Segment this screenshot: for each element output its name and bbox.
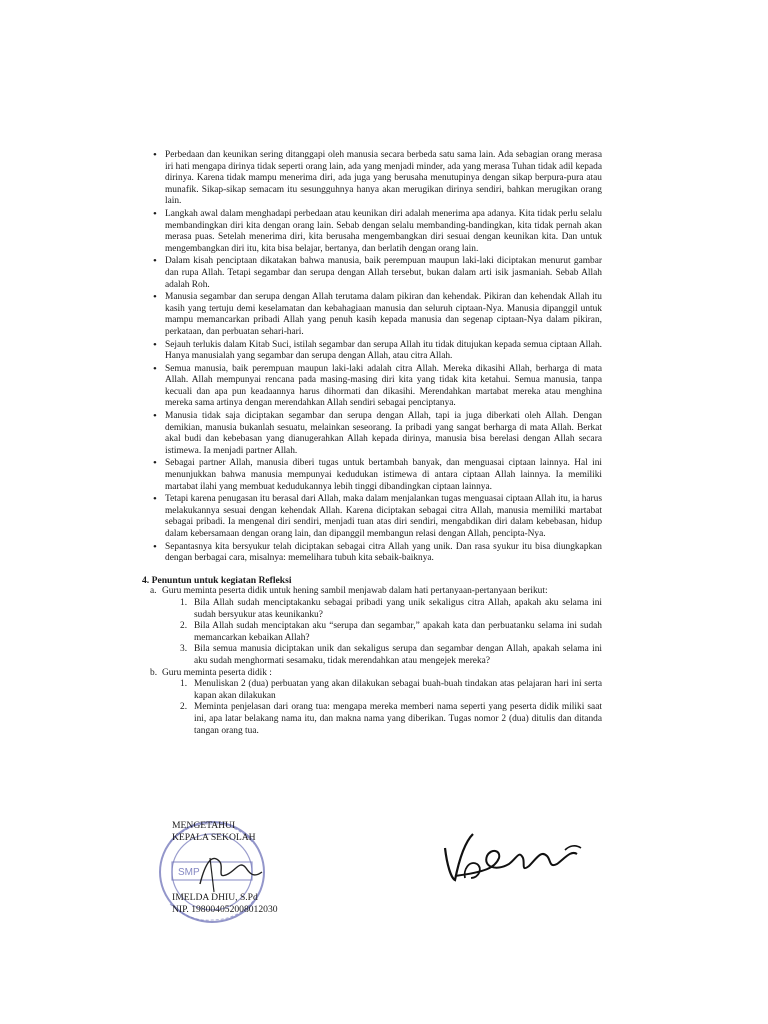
bullet-item: • Perbedaan dan keunikan sering ditanggapi oleh manusia secara berbeda satu sama lain. Ada sebagian orang merasa iri hati mengapa dirinya tidak seperti orang lain, ada yang menjadi minder, ada yang merasa Tuhan tidak adil kepada dirinya. Karena tidak mampu menerima diri, ada juga yang berusaha menutupinya dengan sikap berpura-pura atau munafik. Sikap-sikap semacam itu sesungguhnya hanya akan merugikan dirinya sendiri, bahkan merugikan orang lain.	[150, 150, 602, 208]
subsection-a	[150, 586, 602, 667]
subsection-b-marker: b.	[150, 667, 158, 678]
document-body	[142, 150, 602, 737]
numbered-item: 1. Menuliskan 2 (dua) perbuatan yang akan dilakukan sebagai buah-buah tindakan atas pelajaran hari ini serta kapan akan dilakukan	[180, 679, 602, 701]
bullet-item: • Sepantasnya kita bersyukur telah diciptakan sebagai citra Allah yang unik. Dan rasa syukur itu bisa diungkapkan dengan berbagai cara, misalnya: memelihara tubuh kita sebaik-baiknya.	[150, 542, 602, 565]
signature-block	[172, 820, 352, 916]
bullet-list	[150, 150, 602, 565]
approval-label: MENGETAHUI	[172, 820, 236, 831]
bullet-item: • Manusia segambar dan serupa dengan Allah terutama dalam pikiran dan kehendak. Pikiran dan kehendak Allah itu kasih yang tertuju demi keselamatan dan kebahagiaan manusia dan seluruh ciptaan-Nya. Manusia dipanggil untuk mampu memancarkan pribadi Allah yang penuh kasih kepada manusia dan segenap ciptaan-Nya dalam pikiran, perkataan, dan perbuatan sehari-hari.	[150, 292, 602, 338]
numbered-item: 3. Bila semua manusia diciptakan unik dan sekaligus serupa dan segambar dengan Allah, apakah selama ini aku sudah menghormati sesamaku, tidak merendahkan atau mengejek mereka?	[180, 644, 602, 666]
bullet-item: • Sejauh terlukis dalam Kitab Suci, istilah segambar dan serupa Allah itu tidak ditujukan kepada semua ciptaan Allah. Hanya manusialah yang segambar dan serupa dengan Allah, atau citra Allah.	[150, 340, 602, 363]
numbered-item: 2. Meminta penjelasan dari orang tua: mengapa mereka memberi nama seperti yang peserta didik miliki saat ini, apa latar belakang nama itu, dan makna nama yang diberikan. Tugas nomor 2 (dua) ditulis dan ditanda tangan orang tua.	[180, 702, 602, 736]
handwritten-signature	[425, 820, 595, 890]
bullet-item: • Semua manusia, baik perempuan maupun laki-laki adalah citra Allah. Mereka dikasihi Allah, berharga di mata Allah. Allah mempunyai rencana pada masing-masing diri kita yang tidak kita ketahui. Semua manusia, tanpa kecuali dan apa pun keadaannya harus dihormati dan dikasihi. Merendahkan martabat mereka atau menghina mereka sama artinya dengan merendahkan Allah sendiri sebagai penciptanya.	[150, 364, 602, 410]
numbered-item: 1. Bila Allah sudah menciptakanku sebagai pribadi yang unik sekaligus citra Allah, apakah aku selama ini sudah bersyukur atas keunikanku?	[180, 597, 602, 620]
bullet-item: • Langkah awal dalam menghadapi perbedaan atau keunikan diri adalah menerima apa adanya. Kita tidak perlu selalu membandingkan diri kita dengan orang lain. Sebab dengan selalu membanding-bandingkan, kita tidak pernah akan merasa puas. Setelah menerima diri, kita berusaha mengembangkan diri sesuai dengan keunikan kita. Dan untuk mengembangkan diri itu, kita bisa belajar, bertanya, dan berlatih dengan orang lain.	[150, 209, 602, 255]
bullet-item: • Sebagai partner Allah, manusia diberi tugas untuk bertambah banyak, dan menguasai ciptaan lainnya. Hal ini menunjukkan bahwa manusia mempunyai kedudukan istimewa di antara ciptaan Allah lainnya. Ia memiliki martabat ilahi yang membuat kedudukannya lebih tinggi dibandingkan ciptaan lainnya.	[150, 458, 602, 493]
stamp-text: SMP	[178, 867, 200, 878]
bullet-item: • Tetapi karena penugasan itu berasal dari Allah, maka dalam menjalankan tugas menguasai ciptaan Allah itu, ia harus melakukannya sesuai dengan kehendak Allah. Karena diciptakan sebagai citra Allah, manusia memiliki martabat sebagai pribadi. Ia mengenal diri sendiri, menjadi tuan atas diri sendiri, mengabdikan diri dalam kebebasan, hidup dalam kebersamaan dengan orang lain, dan dipanggil membangun relasi dengan Allah, pencipta-Nya.	[150, 494, 602, 540]
bullet-item: • Dalam kisah penciptaan dikatakan bahwa manusia, baik perempuan maupun laki-laki diciptakan menurut gambar dan rupa Allah. Tetapi segambar dan serupa dengan Allah tersebut, bukan dalam arti isik jasmaniah. Sebab Allah adalah Roh.	[150, 256, 602, 291]
subsection-b-text: Guru meminta peserta didik :	[162, 667, 272, 678]
headmaster-nip: NIP. 198004052008012030	[172, 904, 278, 915]
headmaster-title: KEPALA SEKOLAH	[172, 832, 256, 843]
numbered-item: 2. Bila Allah sudah menciptakan aku “serupa dan segambar,” apakah kata dan perbuatanku selama ini sudah memancarkan kebaikan Allah?	[180, 621, 602, 643]
bullet-item: • Manusia tidak saja diciptakan segambar dan serupa dengan Allah, tapi ia juga diberkati oleh Allah. Dengan demikian, manusia bukanlah sesuatu, melainkan seseorang. Ia pribadi yang sangat berharga di mata Allah. Berkat akal budi dan kebebasan yang dianugerahkan Allah kepada dirinya, manusia bisa berelasi dengan Allah secara istimewa. Ia menjadi partner Allah.	[150, 411, 602, 457]
subsection-b-list	[150, 679, 602, 737]
section-4-title: 4. Penuntun untuk kegiatan Refleksi	[142, 574, 292, 586]
headmaster-name: IMELDA DHIU, S.Pd	[172, 892, 258, 903]
subsection-b	[150, 668, 602, 738]
subsection-a-list	[150, 598, 602, 668]
subsection-a-text: Guru meminta peserta didik untuk hening sambil menjawab dalam hati pertanyaan-pertanyaan berikut:	[162, 586, 548, 597]
subsection-a-marker: a.	[150, 586, 157, 597]
